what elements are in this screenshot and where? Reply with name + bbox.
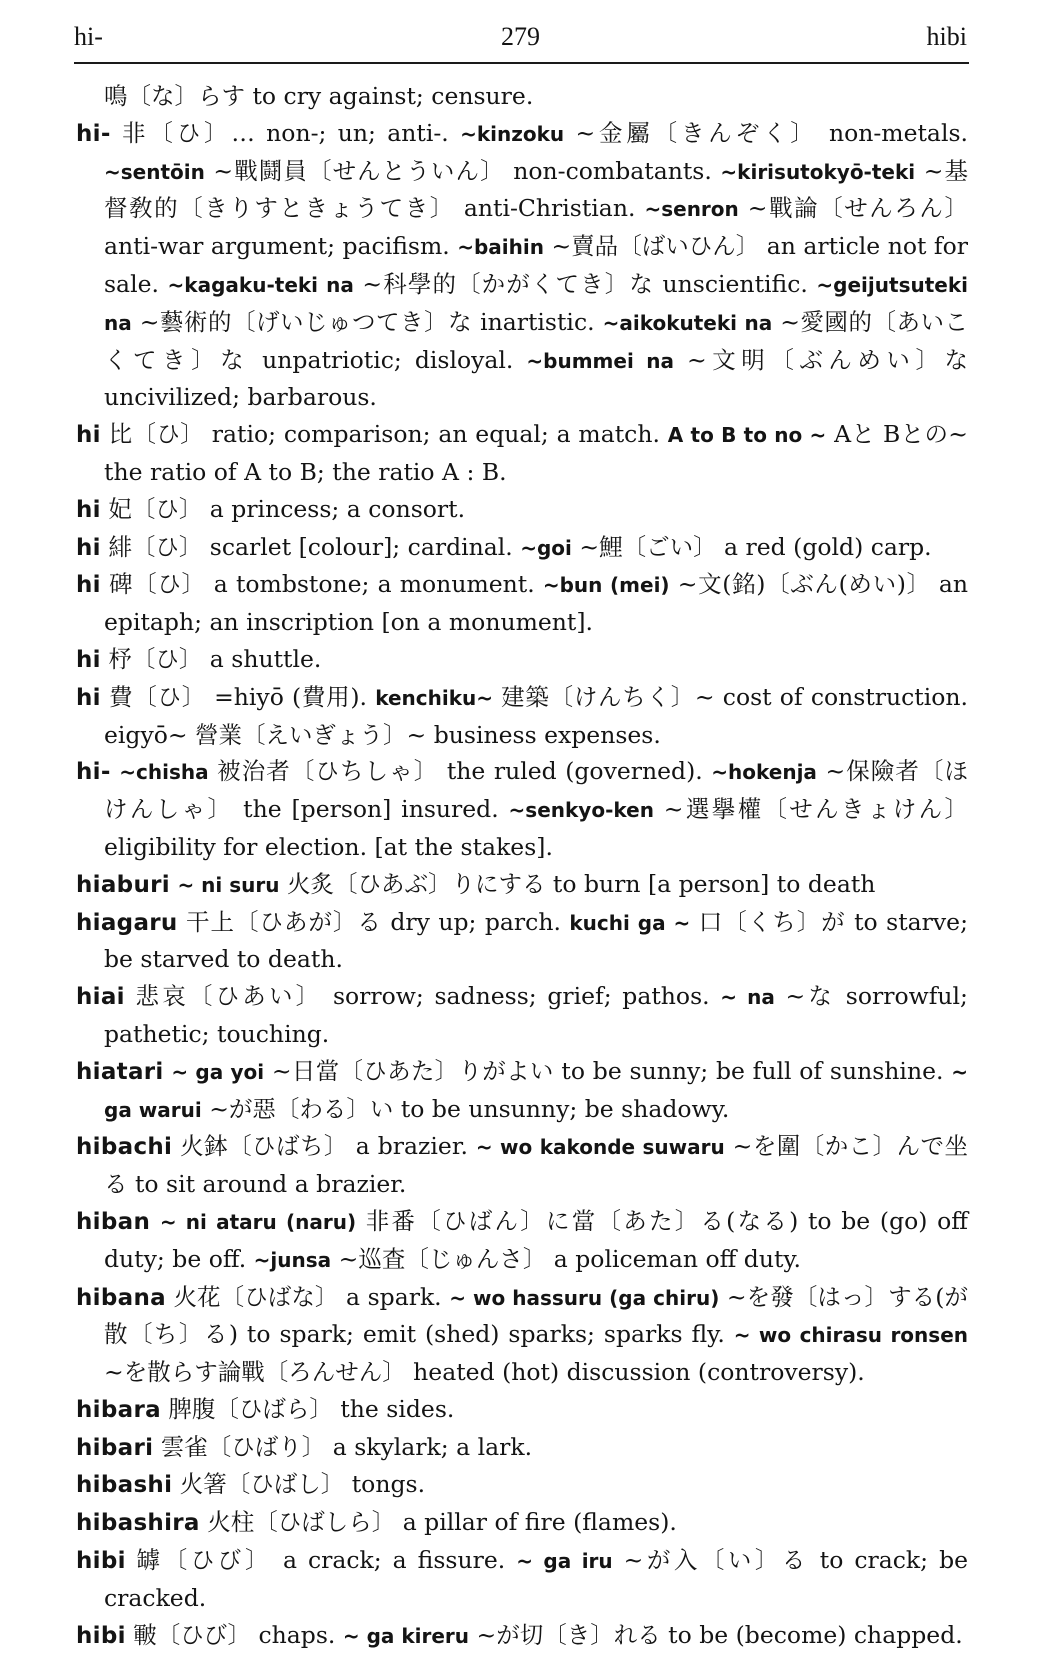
entry-text: ~文(銘)〔ぶん(めい)〕 an epitaph; an inscription [on a monument].: [104, 570, 969, 637]
entry-headword: hibana: [76, 1284, 166, 1311]
dictionary-entry: [76, 866, 968, 904]
entry-text: 杼〔ひ〕 a shuttle.: [100, 644, 322, 673]
entry-text: ~が惡〔わる〕い to be unsunny; be shadowy.: [201, 1094, 730, 1123]
entry-headword: hibari: [76, 1434, 154, 1461]
entry-romaji: ~kinzoku: [460, 121, 565, 146]
entry-text: ~戰論〔せんろん〕 anti-war argument; pacifism.: [104, 194, 968, 261]
dictionary-entry: [76, 1128, 968, 1203]
entry-romaji: ~kagaku-teki na: [167, 272, 354, 297]
entry-text: 脾腹〔ひばら〕 the sides.: [160, 1394, 455, 1423]
entry-text: 雲雀〔ひばり〕 a skylark; a lark.: [153, 1432, 533, 1461]
entry-headword: hiai: [76, 984, 125, 1011]
entry-romaji: kenchiku~: [375, 685, 493, 710]
header-rule: [74, 62, 969, 64]
entry-romaji: ~goi: [520, 535, 572, 560]
entry-text: 火花〔ひばな〕 a spark.: [165, 1282, 450, 1311]
entry-headword: hibashira: [76, 1510, 200, 1537]
dictionary-entry: [76, 1203, 968, 1279]
dictionary-entry: [76, 566, 968, 641]
entry-text: ~巡査〔じゅんさ〕 a policeman off duty.: [331, 1244, 802, 1273]
entry-text: 非〔ひ〕… non-; un; anti-.: [110, 118, 461, 147]
entry-romaji: ~bummei na: [526, 348, 675, 373]
entry-text: 鳴〔な〕らす to cry against; censure.: [104, 82, 534, 110]
entry-text: ~金屬〔きんぞく〕 non-metals.: [564, 118, 968, 147]
entry-headword: hi-: [76, 120, 111, 147]
header-last-word: hibi: [926, 22, 967, 51]
entry-text: ~が入〔い〕る to crack; be cracked.: [104, 1546, 969, 1612]
entry-text: 比〔ひ〕 ratio; comparison; an equal; a match.: [100, 420, 668, 449]
entry-text: 碑〔ひ〕 a tombstone; a monument.: [100, 570, 543, 599]
entry-text: ~保險者〔ほけんしゃ〕 the [person] insured.: [104, 757, 968, 824]
entry-romaji: ~ wo kakonde suwaru: [475, 1135, 725, 1160]
entry-romaji: ~hokenja: [711, 760, 817, 785]
dictionary-entry: [76, 1542, 968, 1617]
entry-romaji: ~junsa: [253, 1247, 332, 1272]
entry-text: ~愛國的〔あいこくてき〕な unpatriotic; disloyal.: [104, 307, 969, 374]
entry-headword: hi: [76, 534, 101, 561]
entry-headword: hiatari: [76, 1058, 164, 1085]
entry-romaji: ~bun (mei): [542, 573, 670, 598]
header-first-word: hi-: [74, 22, 103, 51]
page-number: 279: [501, 22, 540, 51]
entry-text: 干上〔ひあが〕る dry up; parch.: [177, 907, 570, 936]
entry-romaji: ~ wo hassuru (ga chiru): [449, 1285, 720, 1310]
entry-text: 火箸〔ひばし〕 tongs.: [172, 1470, 426, 1499]
entry-headword: hi: [76, 646, 101, 673]
dictionary-entry: [76, 978, 968, 1053]
entry-headword: hibachi: [76, 1134, 173, 1161]
entry-text: ~基督敎的〔きりすときょうてき〕 anti-Christian.: [104, 156, 968, 223]
entry-headword: hi: [76, 496, 101, 523]
entry-text: 悲哀〔ひあい〕 sorrow; sadness; grief; pathos.: [124, 982, 721, 1011]
entry-headword: hiban: [76, 1208, 151, 1235]
entry-headword: hibara: [76, 1396, 161, 1423]
dictionary-entry: [76, 78, 968, 115]
entry-headword: hiaburi: [76, 871, 170, 898]
dictionary-entry: [76, 416, 968, 491]
page-header: [74, 18, 967, 54]
dictionary-entry: [76, 1466, 968, 1504]
dictionary-entry: [76, 1391, 968, 1429]
entry-romaji: ~ ga warui: [104, 1059, 968, 1122]
dictionary-entry: [76, 115, 968, 416]
entry-text: 非番〔ひばん〕に當〔あた〕る(なる) to be (go) off duty; be off.: [104, 1206, 968, 1273]
entry-headword: hibi: [76, 1622, 126, 1649]
entry-text: 火鉢〔ひばち〕 a brazier.: [172, 1132, 476, 1161]
entry-text: 火炙〔ひあぶ〕りにする to burn [a person] to death: [279, 869, 876, 898]
entry-romaji: ~ ga yoi: [171, 1059, 265, 1084]
entry-text: 口〔くち〕が to starve; be starved to death.: [104, 907, 968, 974]
entry-text: ~を散らす論戰〔ろんせん〕 heated (hot) discussion (controversy).: [104, 1358, 865, 1387]
entry-headword: hiagaru: [76, 909, 178, 936]
entry-romaji: ~ wo chirasu ronsen: [733, 1323, 968, 1348]
entry-romaji: ~chisha: [119, 760, 209, 785]
entry-text: 建築〔けんちく〕~ cost of construction. eigyō~ 營業〔えいぎょう〕~ business expenses.: [104, 682, 969, 749]
entry-text: 費〔ひ〕 =hiyō (費用).: [100, 682, 376, 711]
entry-text: ~が切〔き〕れる to be (become) chapped.: [469, 1620, 963, 1649]
entry-text: 緋〔ひ〕 scarlet [colour]; cardinal.: [100, 532, 521, 561]
entry-text: 皸〔ひび〕 chaps.: [125, 1620, 343, 1649]
entry-romaji: A to B to no ~: [667, 423, 827, 448]
entry-headword: hi: [76, 422, 101, 449]
entry-romaji: ~ ni suru: [177, 872, 280, 897]
entries-column: [76, 78, 968, 1654]
dictionary-entry: [76, 904, 968, 979]
dictionary-entry: [76, 1429, 968, 1467]
dictionary-entry: [76, 491, 968, 529]
entry-romaji: ~baihin: [457, 235, 544, 260]
entry-text: Aと Bとの~ the ratio of A to B; the ratio A : B.: [104, 420, 969, 486]
dictionary-entry: [76, 641, 968, 679]
entry-text: ~な sorrowful; pathetic; touching.: [104, 982, 968, 1048]
entry-text: ~鯉〔ごい〕 a red (gold) carp.: [571, 532, 932, 561]
entry-romaji: ~aikokuteki na: [602, 310, 773, 335]
dictionary-entry: [76, 529, 968, 567]
dictionary-entry: [76, 753, 968, 865]
entry-text: [111, 757, 120, 785]
entry-text: ~を發〔はっ〕する(が散〔ち〕る) to spark; emit (shed) sparks; sparks fly.: [104, 1282, 968, 1349]
entry-text: ~選擧權〔せんきょけん〕 eligibility for election. [at the stakes].: [104, 795, 968, 861]
entry-text: ~日當〔ひあた〕りがよい to be sunny; be full of sunshine.: [264, 1056, 952, 1085]
entry-headword: hi-: [76, 759, 111, 786]
entry-text: ~戰鬪員〔せんとういん〕 non-combatants.: [204, 156, 721, 185]
entry-text: ~科學的〔かがくてき〕な unscientific.: [353, 269, 817, 298]
entry-headword: hibashi: [76, 1472, 173, 1499]
dictionary-entry: [76, 1279, 968, 1391]
entry-romaji: ~kirisutokyō-teki: [720, 159, 916, 184]
entry-text: ~を圍〔かこ〕んで坐る to sit around a brazier.: [104, 1132, 968, 1199]
entry-romaji: ~ ga iru: [516, 1549, 613, 1574]
dictionary-entry: [76, 679, 968, 754]
entry-headword: hibi: [76, 1548, 126, 1575]
dictionary-entry: [76, 1053, 968, 1129]
entry-romaji: ~geijutsuteki na: [104, 272, 968, 335]
entry-romaji: kuchi ga ~: [569, 910, 691, 935]
entry-text: 火柱〔ひばしら〕 a pillar of fire (flames).: [199, 1508, 677, 1537]
entry-romaji: ~ na: [720, 985, 775, 1010]
dictionary-entry: [76, 1617, 968, 1654]
entry-romaji: ~senron: [644, 197, 739, 222]
entry-text: 罅〔ひび〕 a crack; a fissure.: [125, 1546, 517, 1575]
dictionary-entry: [76, 1504, 968, 1542]
entry-text: ~文明〔ぶんめい〕な uncivilized; barbarous.: [104, 345, 968, 412]
entry-headword: hi: [76, 684, 101, 711]
entry-text: 妃〔ひ〕 a princess; a consort.: [100, 494, 466, 523]
entry-text: [150, 1207, 160, 1235]
entry-romaji: ~ ni ataru (naru): [159, 1209, 357, 1234]
entry-text: ~藝術的〔げいじゅつてき〕な inartistic.: [131, 307, 603, 336]
entry-romaji: ~senkyo-ken: [508, 798, 654, 823]
entry-headword: hi: [76, 572, 101, 599]
entry-romaji: ~sentōin: [104, 159, 205, 184]
entry-text: 被治者〔ひちしゃ〕 the ruled (governed).: [208, 757, 712, 786]
entry-romaji: ~ ga kireru: [342, 1623, 470, 1648]
entry-text: ~賣品〔ばいひん〕 an article not for sale.: [104, 232, 968, 298]
